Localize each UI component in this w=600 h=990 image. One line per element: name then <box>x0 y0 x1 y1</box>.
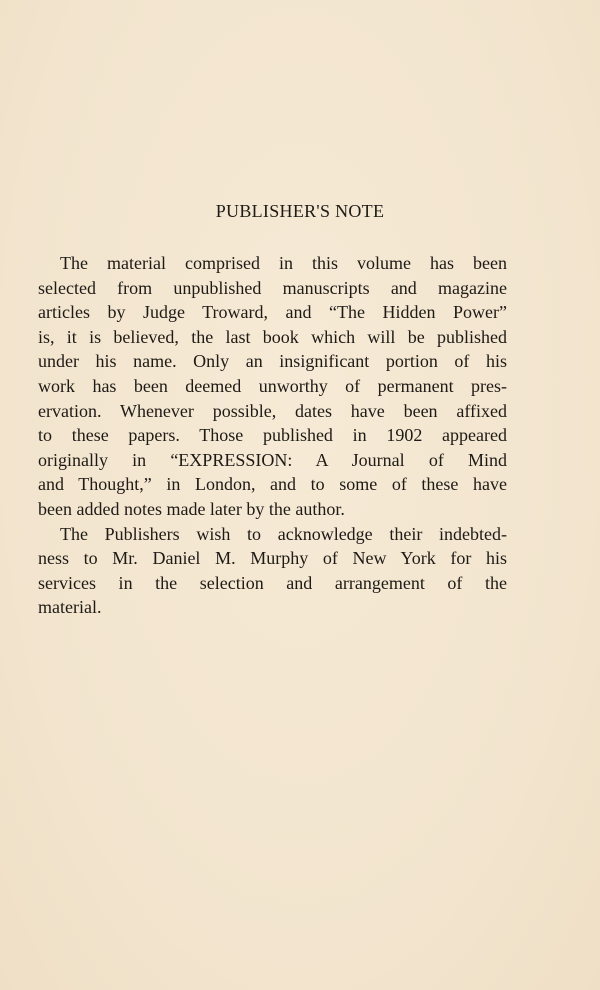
text-line: work has been deemed unworthy of permanent pres- <box>38 375 507 396</box>
text-line: and Thought,” in London, and to some of these have <box>38 474 507 495</box>
text-line: under his name. Only an insignificant portion of his <box>38 351 507 372</box>
text-line: ness to Mr. Daniel M. Murphy of New York for his <box>38 548 507 569</box>
text-line: ervation. Whenever possible, dates have been affixed <box>38 400 507 421</box>
text-line: to these papers. Those published in 1902 appeared <box>38 425 507 446</box>
text-line: The Publishers wish to acknowledge their indebted- <box>60 523 507 544</box>
text-line: articles by Judge Troward, and “The Hidden Power” <box>38 302 507 323</box>
text-line: is, it is believed, the last book which will be published <box>38 326 507 347</box>
text-line: The material comprised in this volume has been <box>60 253 507 273</box>
text-line: services in the selection and arrangement of the <box>38 572 507 593</box>
text-line: material. <box>38 597 102 618</box>
paragraph-2 <box>38 522 507 620</box>
page-title: PUBLISHER'S NOTE <box>215 201 385 221</box>
text-line: been added notes made later by the author. <box>38 498 345 519</box>
paragraph-1 <box>38 251 507 522</box>
text-line: originally in “EXPRESSION: A Journal of Mind <box>38 449 507 470</box>
text-line: selected from unpublished manuscripts and magazine <box>38 277 507 298</box>
note-body <box>38 251 507 620</box>
